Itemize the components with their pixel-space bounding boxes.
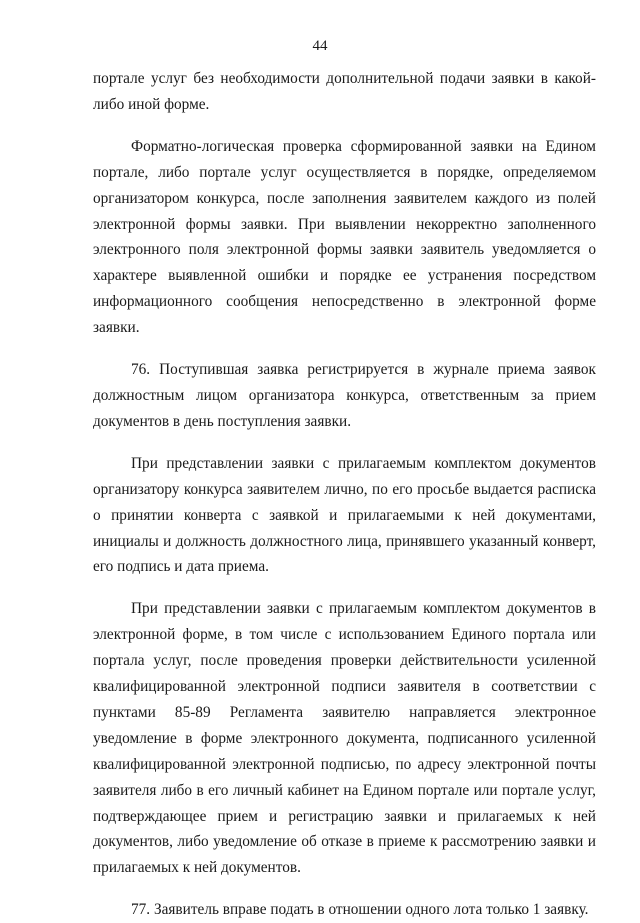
text-line: электронной форме, в том числе с использованием Единого портала или: [93, 626, 596, 644]
paragraph-format-check: [93, 134, 596, 341]
text-line: документов в день поступления заявки.: [93, 412, 352, 430]
text-line: 76. Поступившая заявка регистрируется в журнале приема заявок: [131, 361, 596, 379]
text-line: либо иной форме.: [93, 95, 210, 113]
text-line: При представлении заявки с прилагаемым комплектом документов: [131, 454, 596, 472]
text-line: уведомление в форме электронного документа, подписанного усиленной: [93, 729, 596, 747]
text-line: порталe услуг без необходимости дополнительной подачи заявки в какой-: [93, 70, 596, 87]
text-line: электронной формы заявки. При выявлении некорректно заполненного: [93, 215, 596, 233]
text-line: Форматно-логическая проверка сформированной заявки на Едином: [131, 137, 596, 155]
text-line: организатору конкурса заявителем лично, по его просьбе выдается расписка: [93, 480, 596, 498]
text-line: должностным лицом организатора конкурса, ответственным за прием: [93, 386, 596, 404]
paragraph-item-77: [93, 897, 596, 923]
text-line: квалифицированной электронной подписи заявителя в соответствии с: [93, 678, 596, 696]
text-line: При представлении заявки с прилагаемым комплектом документов в: [131, 600, 596, 618]
text-line: документов, либо уведомление об отказе в приеме к рассмотрению заявки и: [93, 833, 596, 851]
paragraph-electronic-submission: [93, 596, 596, 881]
text-line: характере выявленной ошибки и порядке ее устранения посредством: [93, 267, 596, 285]
text-line: информационного сообщения непосредственно в электронной форме заявки.: [93, 293, 596, 337]
text-line: электронного поля электронной формы заявки заявитель уведомляется о: [93, 241, 596, 259]
text-line: его подпись и дата приема.: [93, 558, 269, 576]
paragraph-personal-submission: [93, 451, 596, 581]
text-line: 77. Заявитель вправе подать в отношении одного лота только 1 заявку.: [131, 901, 589, 919]
page-number: 44: [312, 38, 328, 54]
text-line: организатором конкурса, после заполнения заявителем каждого из полей: [93, 189, 596, 207]
document-body: [93, 66, 596, 923]
text-line: пунктами 85-89 Регламента заявителю направляется электронное: [93, 703, 596, 721]
text-line: заявителя либо в его личный кабинет на Едином портале или портале услуг,: [93, 781, 596, 799]
paragraph-item-76: [93, 357, 596, 435]
text-line: подтверждающее прием и регистрацию заявки и прилагаемых к ней: [93, 807, 596, 825]
text-line: инициалы и должность должностного лица, принявшего указанный конверт,: [93, 532, 596, 550]
text-line: о принятии конверта с заявкой и прилагаемыми к ней документами,: [93, 506, 596, 524]
text-line: прилагаемых к ней документов.: [93, 859, 301, 877]
text-line: квалифицированной электронной подписью, по адресу электронной почты: [93, 755, 596, 773]
text-line: портала услуг, после проведения проверки действительности усиленной: [93, 652, 596, 670]
paragraph-continuation: [93, 66, 596, 118]
text-line: портале, либо портале услуг осуществляется в порядке, определяемом: [93, 163, 596, 181]
